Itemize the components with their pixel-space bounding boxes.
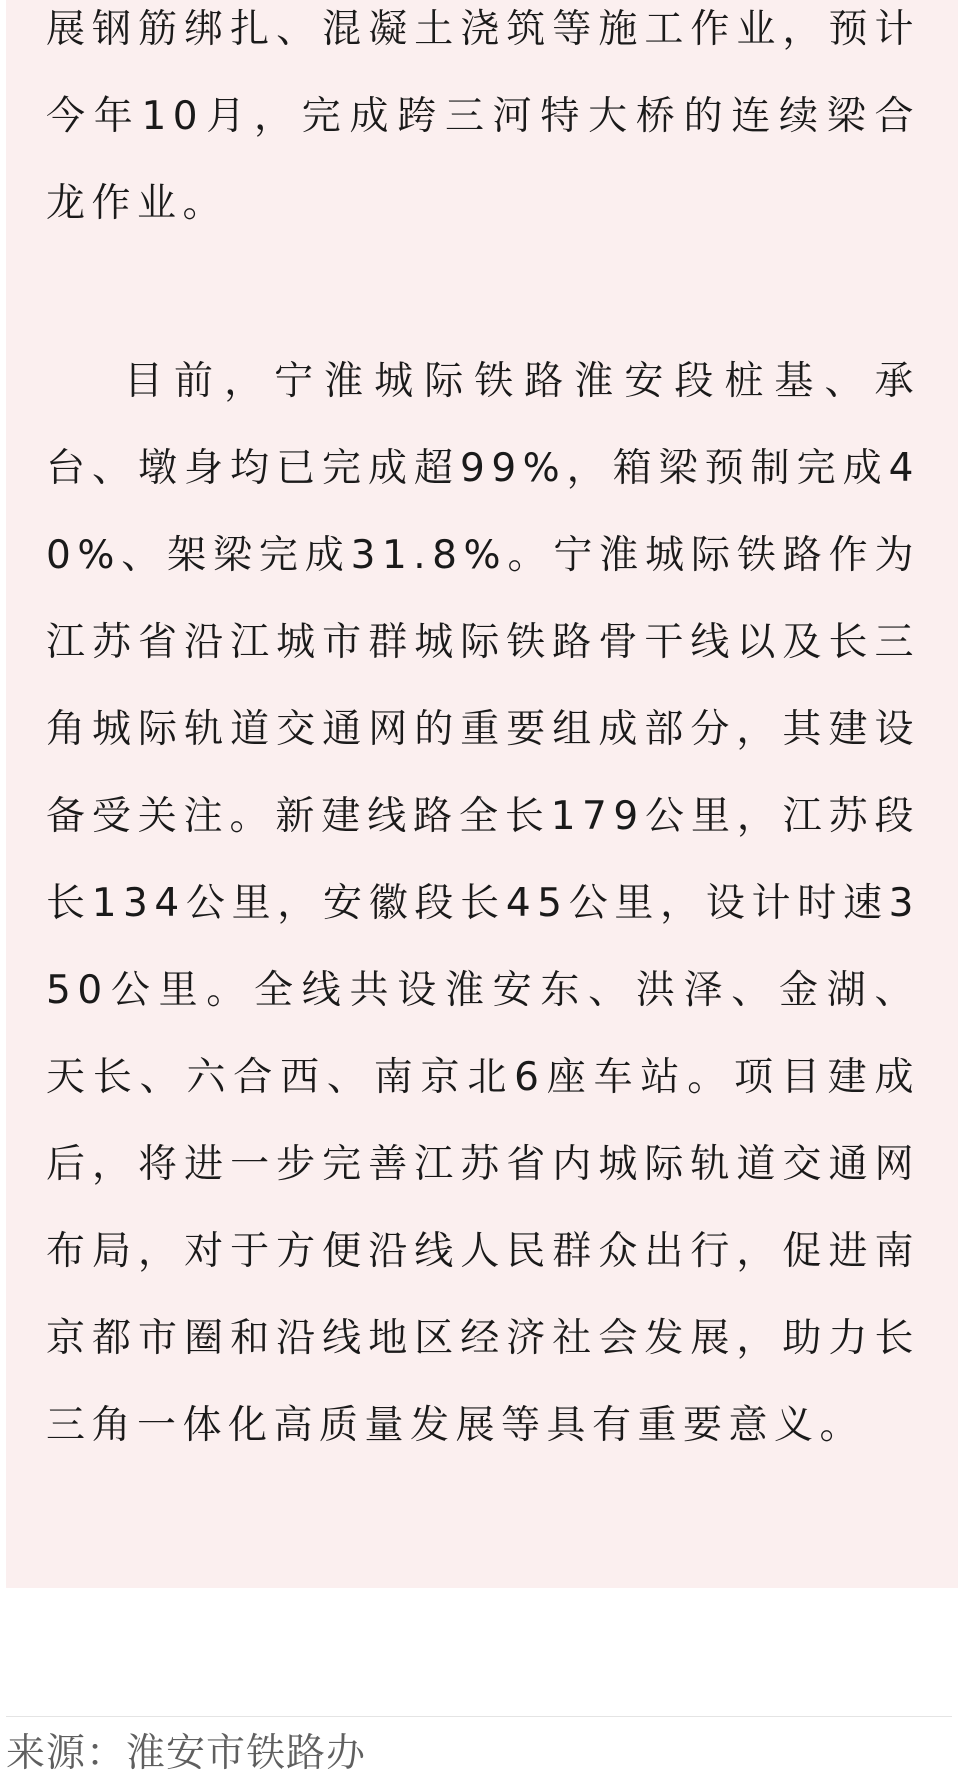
article-panel — [6, 0, 958, 1588]
article-paragraph-progress: 目前，宁淮城际铁路淮安段桩基、承台、墩身均已完成超99%，箱梁预制完成40%、架梁完成31.8%。宁淮城际铁路作为江苏省沿江城市群城际铁路骨干线以及长三角城际轨道交通网的重要组成部分，其建设备受关注。新建线路全长179公里，江苏段长134公里，安徽段长45公里，设计时速350公里。全线共设淮安东、洪泽、金湖、天长、六合西、南京北6座车站。项目建成后，将进一步完善江苏省内城际轨道交通网布局，对于方便沿线人民群众出行，促进南京都市圈和沿线地区经济社会发展，助力长三角一体化高质量发展等具有重要意义。 — [46, 359, 920, 1448]
source-divider — [6, 1716, 952, 1717]
article-paragraph-continued: 展钢筋绑扎、混凝土浇筑等施工作业，预计今年10月，完成跨三河特大桥的连续梁合龙作业。 — [46, 7, 920, 226]
source-credit: 来源：淮安市铁路办 — [6, 1731, 367, 1776]
